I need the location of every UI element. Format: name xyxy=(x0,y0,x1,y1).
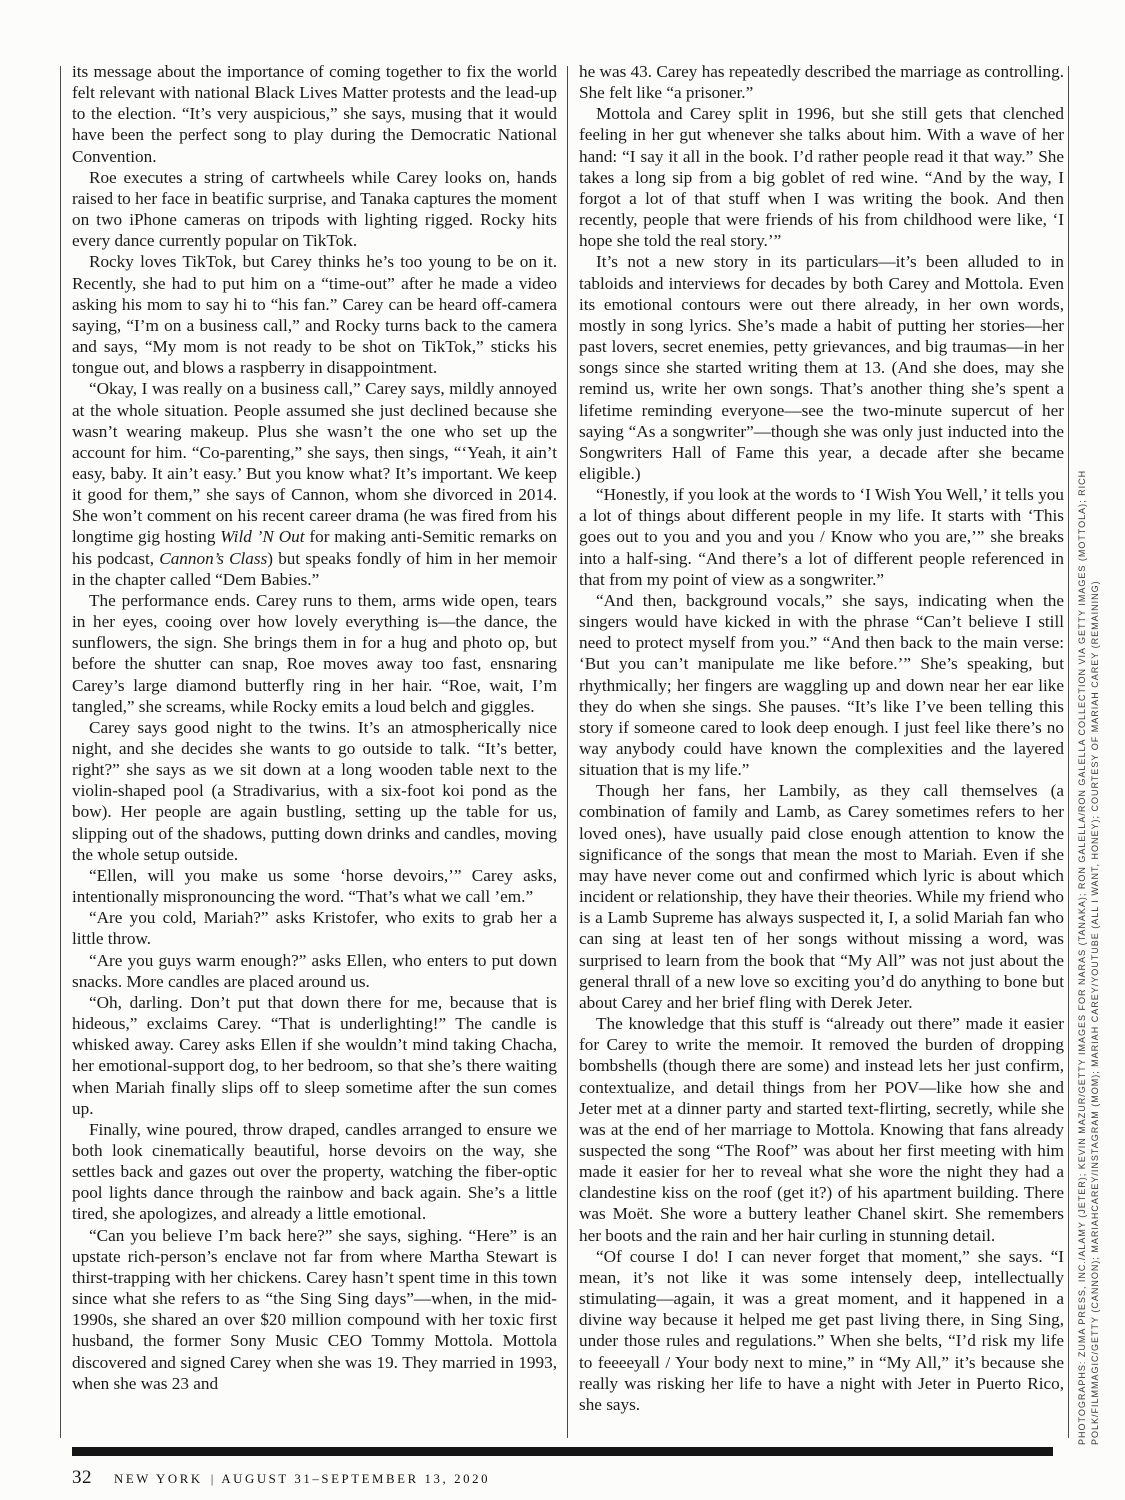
paragraph: Rocky loves TikTok, but Carey thinks he’s too young to be on it. Recently, she had to put him on a “time-out” after he made a video asking his mom to say hi to “his fan.” Carey can be heard off-camera saying, “I’m on a business call,” and Rocky turns back to the camera and says, “My mom is not ready to be shot on TikTok,” sticks his tongue out, and blows a raspberry in disappointment. xyxy=(72,252,557,378)
footer-separator: | xyxy=(210,1471,214,1486)
article-column-1 xyxy=(72,61,557,1440)
paragraph: he was 43. Carey has repeatedly described the marriage as controlling. She felt like “a prisoner.” xyxy=(579,62,1064,103)
paragraph: “Of course I do! I can never forget that moment,” she says. “I mean, it’s not like it was some intensely deep, intellectually stimulating—again, it was a great moment, and it happened in a divine way because it helped me get past living there, in Sing Sing, under those rules and regulations.” When she belts, “I’d risk my life to feeeeyall / Your body next to mine,” in “My All,” it’s because she really was risking her life to have a night with Jeter in Puerto Rico, she says. xyxy=(579,1246,1064,1414)
paragraph: “Are you cold, Mariah?” asks Kristofer, who exits to grab her a little throw. xyxy=(72,908,557,949)
paragraph: “Okay, I was really on a business call,” Carey says, mildly annoyed at the whole situation. People assumed she just declined because she wasn’t wearing makeup. Plus she wasn’t the one who set up the account for him. “Co-parenting,” she says, then sings, “‘Yeah, it ain’t easy, baby. It ain’t easy.’ But you know what? It’s important. We keep it good for them,” she says of Cannon, whom she divorced in 2014. She won’t comment on his recent career drama (he was fired from his longtime gig hosting Wild ’N Out for making anti-Semitic remarks on his podcast, Cannon’s Class) but speaks fondly of him in her memoir in the chapter called “Dem Babies.” xyxy=(72,379,557,589)
paragraph: Mottola and Carey split in 1996, but she still gets that clenched feeling in her gut whenever she talks about him. With a wave of her hand: “I say it all in the book. I’d rather people read it that way.” She takes a long sip from a big goblet of red wine. “And by the way, I forgot a lot of that stuff when I was writing the book. And then recently, people that were friends of his from childhood were like, ‘I hope she told the real story.’” xyxy=(579,104,1064,251)
photo-credits-line-1: PHOTOGRAPHS: ZUMA PRESS, INC./ALAMY (JETER); KEVIN MAZUR/GETTY IMAGES FOR NARAS (TANAKA); RON GALELLA/RON GALELLA COLLECTION VIA GETTY IMAGES (MOTTOLA); RICH xyxy=(1077,469,1087,1445)
issue-date: AUGUST 31–SEPTEMBER 13, 2020 xyxy=(221,1472,491,1486)
column-divider-rule xyxy=(567,66,568,1438)
paragraph: Though her fans, her Lambily, as they call themselves (a combination of family and Lamb, as Carey sometimes refers to her loved ones), have usually paid close enough attention to know the significance of the songs that mean the most to Mariah. Even if she may have never come out and confirmed which lyric is about which incident or relationship, they have their theories. While my friend who is a Lamb Supreme has always suspected it, I, a solid Mariah fan who can sing at least ten of her songs without missing a word, was surprised to learn from the book that “My All” was not just about the general thrall of a new love so exciting you’d do anything to bone but about Carey and her brief fling with Derek Jeter. xyxy=(579,781,1064,1012)
footer-rule-bar xyxy=(72,1447,1053,1456)
page-number: 32 xyxy=(72,1467,92,1488)
paragraph: “Oh, darling. Don’t put that down there for me, because that is hideous,” exclaims Carey. “That is underlighting!” The candle is whisked away. Carey asks Ellen if she wouldn’t mind taking Chacha, her emotional-support dog, to her bedroom, so that she’s there waiting when Mariah finally slips off to sleep sometime after the sun comes up. xyxy=(72,992,557,1118)
paragraph: “Ellen, will you make us some ‘horse devoirs,’” Carey asks, intentionally mispronouncing the word. “That’s what we call ’em.” xyxy=(72,865,557,907)
paragraph: Roe executes a string of cartwheels while Carey looks on, hands raised to her face in beatific surprise, and Tanaka captures the moment on two iPhone cameras on tripods with lighting rigged. Rocky hits every dance currently popular on TikTok. xyxy=(72,167,557,251)
paragraph: “Can you believe I’m back here?” she says, sighing. “Here” is an upstate rich-person’s enclave not far from where Martha Stewart is thirst-trapping with her chickens. Carey hasn’t spent time in this town since what she refers to as “the Sing Sing days”—when, in the mid-1990s, she shared an over $20 million compound with her toxic first husband, the former Sony Music CEO Tommy Mottola. Mottola discovered and signed Carey when she was 19. They married in 1993, when she was 23 and xyxy=(72,1225,557,1393)
left-column-rule xyxy=(60,66,61,1438)
paragraph: The performance ends. Carey runs to them, arms wide open, tears in her eyes, cooing over how lovely everything is—the dance, the sunflowers, the sign. She brings them in for a hug and photo op, but before the shutter can snap, Roe moves away too fast, ensnaring Carey’s large diamond butterfly ring in her hair. “Roe, wait, I’m tangled,” she screams, while Rocky emits a loud belch and giggles. xyxy=(72,590,557,716)
photo-credits xyxy=(1076,389,1102,1445)
paragraph: its message about the importance of coming together to fix the world felt relevant with national Black Lives Matter protests and the lead-up to the election. “It’s very auspicious,” she says, musing that it would have been the perfect song to play during the Democratic National Convention. xyxy=(72,62,557,166)
page-footer xyxy=(72,1467,490,1489)
paragraph: “Honestly, if you look at the words to ‘I Wish You Well,’ it tells you a lot of things about different people in my life. It starts with ‘This goes out to you and you and you / Know who you are,’” she breaks into a half-sing. “And there’s a lot of different people referenced in that from my point of view as a songwriter.” xyxy=(579,485,1064,589)
article-column-2 xyxy=(579,61,1064,1440)
paragraph: Finally, wine poured, throw draped, candles arranged to ensure we both look cinematically beautiful, horse devoirs on the way, she settles back and gazes out over the property, watching the fiber-optic pool lights dance through the rainbow and back again. She’s a little tired, she apologizes, and already a little emotional. xyxy=(72,1119,557,1224)
paragraph: The knowledge that this stuff is “already out there” made it easier for Carey to write the memoir. It removed the burden of dropping bombshells (though there are some) and instead lets her just confirm, contextualize, and detail things from her POV—like how she and Jeter met at a dinner party and started text-flirting, secretly, while she was at the end of her marriage to Mottola. Knowing that fans already suspected the song “The Roof” was about her first meeting with him made it easier for her to reveal what she wore the night they had a clandestine kiss on the roof (get it?) of his apartment building. There was Moët. She wore a buttery leather Chanel skirt. She remembers her boots and the rain and her hair curling in stunning detail. xyxy=(579,1014,1064,1245)
credits-divider-rule xyxy=(1068,66,1069,1438)
paragraph: It’s not a new story in its particulars—it’s been alluded to in tabloids and interviews for decades by both Carey and Mottola. Even its emotional contours were out there already, in her own words, mostly in song lyrics. She’s made a habit of putting her stories—her past lovers, secret enemies, petty grievances, and big traumas—in her songs since she started writing them at 13. (And she does, may she remind us, write her own songs. That’s another thing she’s spent a lifetime reminding everyone—see the two-minute supercut of her saying “As a songwriter”—though she was only just inducted into the Songwriters Hall of Fame this year, a decade after she became eligible.) xyxy=(579,252,1064,483)
paragraph: Carey says good night to the twins. It’s an atmospherically nice night, and she decides she wants to go outside to talk. “It’s better, right?” she says as we sit down at a long wooden table next to the violin-shaped pool (a Stradivarius, with a six-foot koi pond as the bow). Her people are again bustling, setting up the table for us, slipping out of the shadows, putting down drinks and candles, moving the whole setup outside. xyxy=(72,717,557,864)
paragraph: “And then, background vocals,” she says, indicating when the singers would have kicked in with the phrase “Can’t believe I still need to protect myself from you.” “And then back to the main verse: ‘But you can’t manipulate me like before.’” She’s speaking, but rhythmically; her fingers are waggling up and down near her ear like they do when she sings. She pauses. “It’s like I’ve been telling this story if someone cared to look deep enough. I just feel like there’s no way anybody could have known the complexities and the layered situation that is my life.” xyxy=(579,590,1064,780)
paragraph: “Are you guys warm enough?” asks Ellen, who enters to put down snacks. More candles are placed around us. xyxy=(72,950,557,991)
photo-credits-line-2: POLK/FILMMAGIC/GETTY (CANNON); MARIAHCAREY/INSTAGRAM (MOM); MARIAH CAREY/YOUTUBE (ALL I WANT, HONEY); COURTESY OF MARIAH CAREY (REMAINING) xyxy=(1089,580,1100,1445)
magazine-name: NEW YORK xyxy=(114,1472,203,1486)
